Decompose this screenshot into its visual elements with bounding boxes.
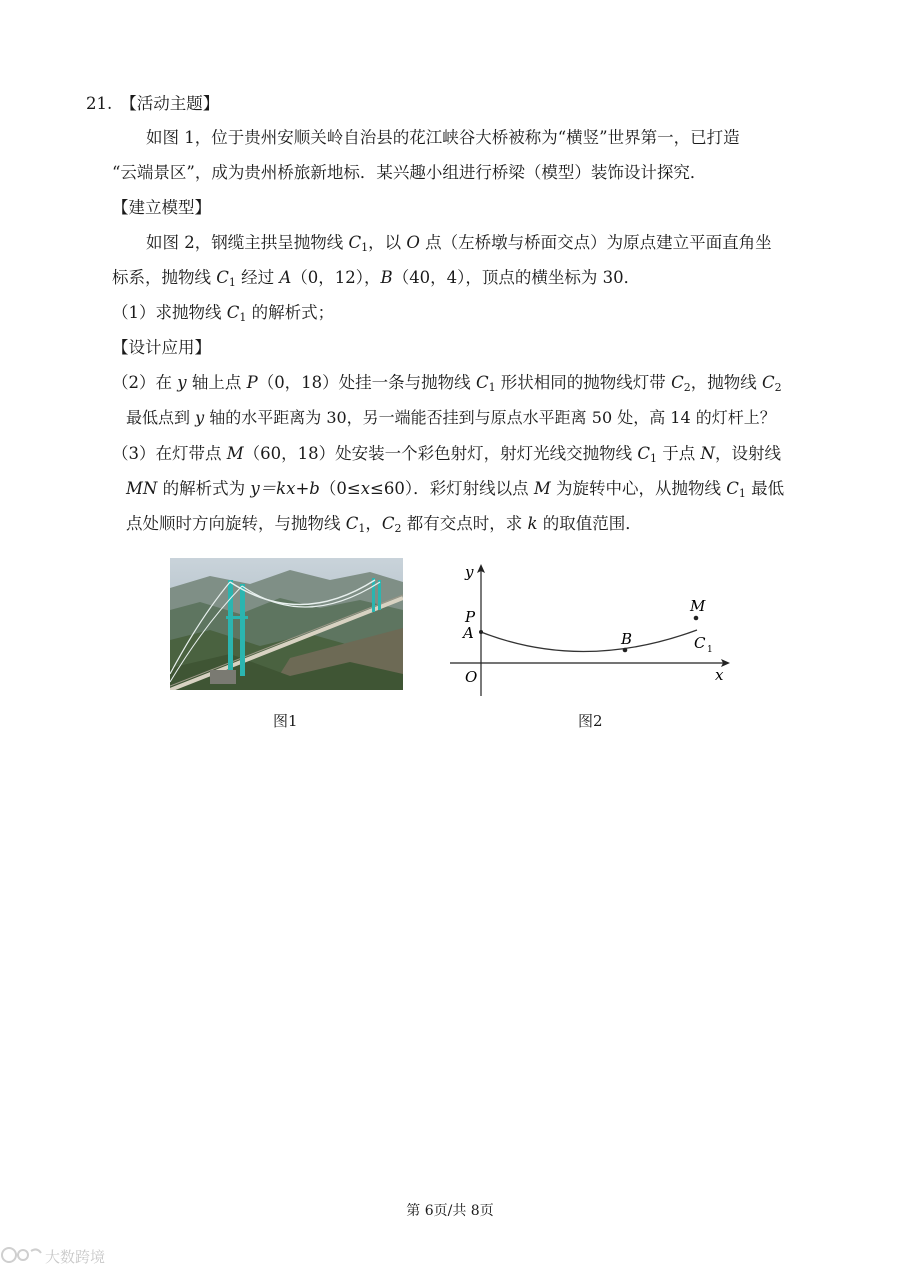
- section-activity: 【活动主题】: [120, 94, 220, 113]
- label-b: B: [621, 630, 633, 648]
- question-3-line-3: 点处顺时方向旋转，与抛物线 $C_1$，$C_2$ 都有交点时，求 k 的取值范围．: [126, 514, 642, 535]
- question-3-line-1: （3）在灯带点 M（60，18）处安装一个彩色射灯，射灯光线交抛物线 $C_1$ 于点 N，设射线: [112, 444, 781, 465]
- watermark-logo-icon: [0, 1243, 45, 1267]
- intro-line-2: “云端景区”，成为贵州桥旅新地标．某兴趣小组进行桥梁（模型）装饰设计探究．: [112, 163, 707, 182]
- parabola-c1: [481, 630, 697, 652]
- question-2-line-2: 最低点到 y 轴的水平距离为 30，另一端能否挂到与原点水平距离 50 处，高 14 的灯杆上？: [126, 408, 776, 427]
- figure-1-caption: 图1: [273, 712, 298, 730]
- question-3-line-2: MN 的解析式为 y＝kx+b（0≤x≤60）．彩灯射线以点 M 为旋转中心，从抛物线 $C_1$ 最低: [126, 479, 785, 500]
- watermark-text: 大数跨境: [45, 1248, 106, 1266]
- label-o: O: [465, 668, 478, 686]
- label-c: C: [694, 634, 706, 652]
- intro-line-1: 如图 1，位于贵州安顺关岭自治县的花江峡谷大桥被称为“横竖”世界第一，已打造: [146, 128, 740, 147]
- problem-number: 21.: [86, 94, 113, 113]
- label-y: y: [465, 563, 474, 581]
- point-b: [623, 648, 628, 653]
- point-a: [479, 630, 483, 634]
- figure-2-caption: 图2: [578, 712, 603, 730]
- label-p: P: [465, 608, 476, 626]
- bridge-photo: [170, 558, 403, 690]
- label-a: A: [463, 624, 474, 642]
- section-design: 【设计应用】: [112, 338, 211, 357]
- question-2-line-1: （2）在 y 轴上点 P（0，18）处挂一条与抛物线 $C_1$ 形状相同的抛物线灯带 $C_2$，抛物线 $C_2$: [112, 373, 782, 394]
- model-line-2: 标系，抛物线 $C_1$ 经过 A（0，12），B（40，4），顶点的横坐标为 30．: [112, 268, 641, 289]
- point-m: [694, 616, 699, 621]
- label-c-sub: 1: [707, 645, 713, 655]
- problem-header: [86, 92, 219, 116]
- model-line-1: 如图 2，钢缆主拱呈抛物线 $C_1$，以 O 点（左桥墩与桥面交点）为原点建立平面直角坐: [146, 233, 772, 254]
- question-1: （1）求抛物线 $C_1$ 的解析式；: [112, 303, 335, 324]
- label-m: M: [690, 597, 706, 615]
- label-x: x: [715, 666, 724, 684]
- coordinate-diagram: [446, 556, 736, 698]
- page-footer: 第 6页/共 8页: [406, 1203, 494, 1219]
- section-model: 【建立模型】: [112, 198, 211, 217]
